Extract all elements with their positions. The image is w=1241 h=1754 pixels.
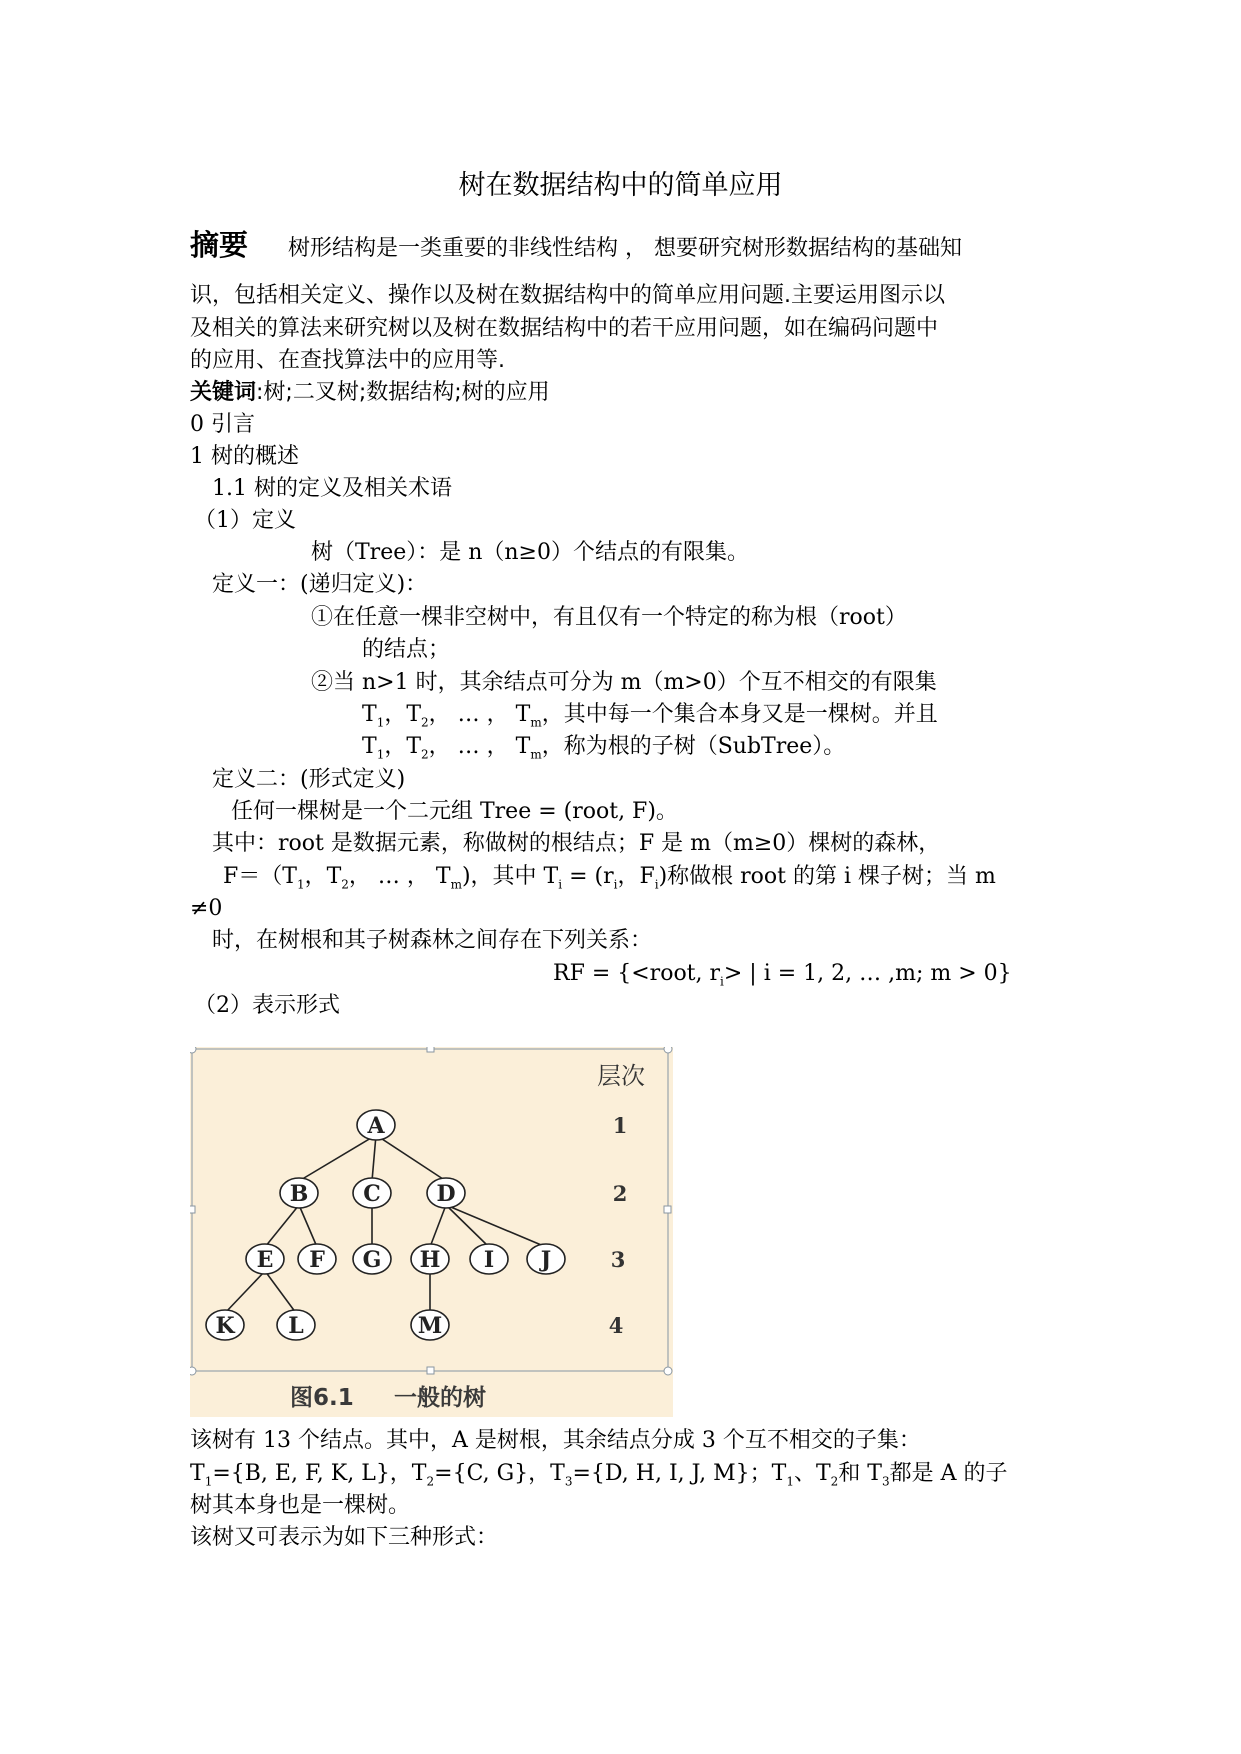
tree-nodes bbox=[206, 1110, 565, 1340]
subscript: 2 bbox=[341, 877, 349, 892]
definition-1-heading: 定义一：(递归定义)： bbox=[212, 572, 428, 597]
text-fragment: ={B, E, F, K, L}，T bbox=[212, 1461, 427, 1486]
level-label: 2 bbox=[612, 1181, 628, 1206]
tree-edges bbox=[225, 1135, 546, 1313]
text-fragment: T bbox=[362, 734, 377, 759]
text-fragment: ={C, G}，T bbox=[434, 1461, 565, 1486]
resize-handle bbox=[664, 1047, 672, 1053]
text-fragment: 、T bbox=[793, 1461, 831, 1486]
node-i bbox=[470, 1244, 508, 1274]
node-j bbox=[527, 1244, 565, 1274]
subscript: m bbox=[530, 715, 542, 730]
node-h bbox=[411, 1244, 449, 1274]
node-k-label: K bbox=[215, 1313, 235, 1339]
subscript: m bbox=[450, 877, 462, 892]
node-e bbox=[246, 1244, 284, 1274]
subscript: 2 bbox=[830, 1474, 839, 1489]
subscript: 2 bbox=[421, 747, 429, 762]
caption-text: 一般的树 bbox=[394, 1385, 486, 1411]
node-h-label: H bbox=[419, 1247, 441, 1273]
edge-a-d bbox=[376, 1135, 446, 1181]
subscript: 1 bbox=[376, 715, 385, 730]
node-f-label: F bbox=[309, 1247, 325, 1273]
figure-caption bbox=[290, 1384, 486, 1411]
text-fragment: 和 T bbox=[838, 1461, 882, 1486]
edge-b-e bbox=[265, 1205, 299, 1247]
node-d-label: D bbox=[436, 1181, 456, 1207]
text-fragment: T bbox=[190, 1461, 205, 1486]
forest-formula-line bbox=[223, 862, 996, 892]
subscript: 1 bbox=[296, 877, 305, 892]
resize-handle bbox=[190, 1367, 196, 1375]
section-1-heading: 1 树的概述 bbox=[190, 444, 299, 469]
subscript: i bbox=[613, 877, 618, 892]
node-a bbox=[357, 1110, 395, 1140]
relation-intro-line: 时，在树根和其子树森林之间存在下列关系： bbox=[212, 928, 653, 953]
definition-2-heading: 定义二：(形式定义) bbox=[212, 767, 406, 792]
resize-handle bbox=[190, 1206, 195, 1213]
after-line-4: 该树又可表示为如下三种形式： bbox=[190, 1525, 499, 1550]
resize-handle bbox=[664, 1367, 672, 1375]
node-b-label: B bbox=[289, 1181, 309, 1207]
abstract-line-1 bbox=[190, 230, 962, 264]
abstract-line-2: 识，包括相关定义、操作以及树在数据结构中的简单应用问题.主要运用图示以 bbox=[190, 283, 945, 308]
level-label: 3 bbox=[610, 1247, 626, 1272]
subscript: 3 bbox=[564, 1474, 573, 1489]
text-fragment: F＝（T bbox=[223, 864, 297, 889]
caption-number: 图6.1 bbox=[290, 1385, 354, 1411]
level-label: 4 bbox=[608, 1313, 624, 1338]
section-0-heading: 0 引言 bbox=[190, 412, 255, 437]
tree-definition: 树（Tree）：是 n（n≥0）个结点的有限集。 bbox=[311, 540, 749, 565]
text-fragment: ，称为根的子树（SubTree）。 bbox=[541, 734, 846, 759]
edge-d-h bbox=[430, 1205, 446, 1247]
tree-diagram bbox=[190, 1047, 673, 1417]
abstract-text: 树形结构是一类重要的非线性结构 ， 想要研究树形数据结构的基础知 bbox=[288, 236, 963, 261]
definition-1-item-2c bbox=[362, 732, 845, 762]
text-fragment: ，T bbox=[384, 734, 422, 759]
subscript: 3 bbox=[881, 1474, 890, 1489]
section-1-1-heading: 1.1 树的定义及相关术语 bbox=[212, 476, 452, 501]
resize-handle bbox=[427, 1047, 434, 1052]
where-line: 其中：root 是数据元素，称做树的根结点；F 是 m（m≥0）棵树的森林， bbox=[212, 831, 941, 856]
tree-figure bbox=[190, 1047, 673, 1417]
node-g bbox=[353, 1244, 391, 1274]
edge-a-c bbox=[372, 1135, 376, 1181]
text-fragment: ， … ， T bbox=[428, 734, 531, 759]
level-heading: 层次 bbox=[597, 1062, 645, 1090]
subscript: i bbox=[654, 877, 659, 892]
node-a-label: A bbox=[367, 1113, 385, 1139]
node-m-label: M bbox=[417, 1313, 443, 1339]
subscript: 2 bbox=[426, 1474, 435, 1489]
subscript: m bbox=[530, 747, 542, 762]
resize-handle bbox=[664, 1206, 671, 1213]
subscript: 1 bbox=[204, 1474, 213, 1489]
node-m bbox=[411, 1310, 449, 1340]
definition-1-item-1b: 的结点； bbox=[362, 637, 451, 662]
keywords-text: :树;二叉树;数据结构;树的应用 bbox=[256, 380, 550, 405]
abstract-heading: 摘要 bbox=[190, 228, 249, 262]
node-c bbox=[353, 1178, 391, 1208]
edge-d-i bbox=[446, 1205, 489, 1247]
edge-e-l bbox=[265, 1271, 296, 1313]
after-line-3: 树其本身也是一棵树。 bbox=[190, 1493, 411, 1518]
subscript: 1 bbox=[376, 747, 385, 762]
definition-2-line: 任何一棵树是一个二元组 Tree = (root, F)。 bbox=[231, 799, 678, 824]
after-line-2 bbox=[190, 1459, 1008, 1489]
text-fragment: ，T bbox=[384, 702, 422, 727]
text-fragment: ，T bbox=[304, 864, 342, 889]
edge-e-k bbox=[225, 1271, 265, 1313]
node-d bbox=[427, 1178, 465, 1208]
text-fragment: )称做根 root 的第 i 棵子树；当 m bbox=[658, 864, 996, 889]
level-column bbox=[597, 1062, 645, 1338]
definition-1-item-2b bbox=[362, 700, 938, 730]
subscript: i bbox=[720, 974, 724, 989]
edge-a-b bbox=[299, 1135, 376, 1181]
rf-formula bbox=[553, 959, 1012, 989]
edge-d-j bbox=[446, 1205, 546, 1247]
abstract-line-4: 的应用、在查找算法中的应用等. bbox=[190, 348, 505, 373]
resize-handle bbox=[427, 1367, 434, 1374]
text-fragment: ， … ， T bbox=[348, 864, 451, 889]
text-fragment: = (r bbox=[562, 864, 614, 889]
text-fragment: > | i = 1, 2, … ,m; m > 0} bbox=[723, 961, 1012, 986]
node-l-label: L bbox=[288, 1313, 304, 1339]
text-fragment: ={D, H, I, J, M}；T bbox=[572, 1461, 787, 1486]
keywords-line bbox=[190, 378, 550, 408]
keywords-label: 关键词 bbox=[190, 380, 257, 405]
node-c-label: C bbox=[363, 1181, 381, 1207]
after-line-1: 该树有 13 个结点。其中，A 是树根，其余结点分成 3 个互不相交的子集： bbox=[190, 1428, 921, 1453]
node-b bbox=[280, 1178, 318, 1208]
text-fragment: T bbox=[362, 702, 377, 727]
subsection-representation: （2）表示形式 bbox=[194, 993, 340, 1018]
subsection-definition: （1）定义 bbox=[194, 508, 296, 533]
neq-zero-line: ≠0 bbox=[190, 896, 223, 921]
node-k bbox=[206, 1310, 244, 1340]
text-fragment: ， … ， T bbox=[428, 702, 531, 727]
node-j-label: J bbox=[540, 1247, 552, 1273]
text-fragment: ，其中每一个集合本身又是一棵树。并且 bbox=[541, 702, 938, 727]
text-fragment: ，F bbox=[617, 864, 655, 889]
document-title: 树在数据结构中的简单应用 bbox=[458, 170, 783, 201]
node-g-label: G bbox=[362, 1247, 382, 1273]
level-label: 1 bbox=[612, 1113, 628, 1138]
subscript: i bbox=[558, 877, 563, 892]
text-fragment: 都是 A 的子 bbox=[889, 1461, 1008, 1486]
text-fragment: )，其中 T bbox=[461, 864, 559, 889]
node-i-label: I bbox=[483, 1247, 495, 1273]
subscript: 1 bbox=[786, 1474, 794, 1489]
subscript: 2 bbox=[421, 715, 429, 730]
node-l bbox=[277, 1310, 315, 1340]
abstract-line-3: 及相关的算法来研究树以及树在数据结构中的若干应用问题，如在编码问题中 bbox=[190, 316, 939, 341]
node-e-label: E bbox=[256, 1247, 274, 1273]
edge-b-f bbox=[299, 1205, 317, 1247]
definition-1-item-2a: ②当 n>1 时，其余结点可分为 m（m>0）个互不相交的有限集 bbox=[311, 670, 937, 695]
text-fragment: RF = {<root, r bbox=[553, 961, 721, 986]
definition-1-item-1a: ①在任意一棵非空树中，有且仅有一个特定的称为根（root） bbox=[311, 605, 907, 630]
resize-handle bbox=[190, 1047, 196, 1053]
node-f bbox=[298, 1244, 336, 1274]
